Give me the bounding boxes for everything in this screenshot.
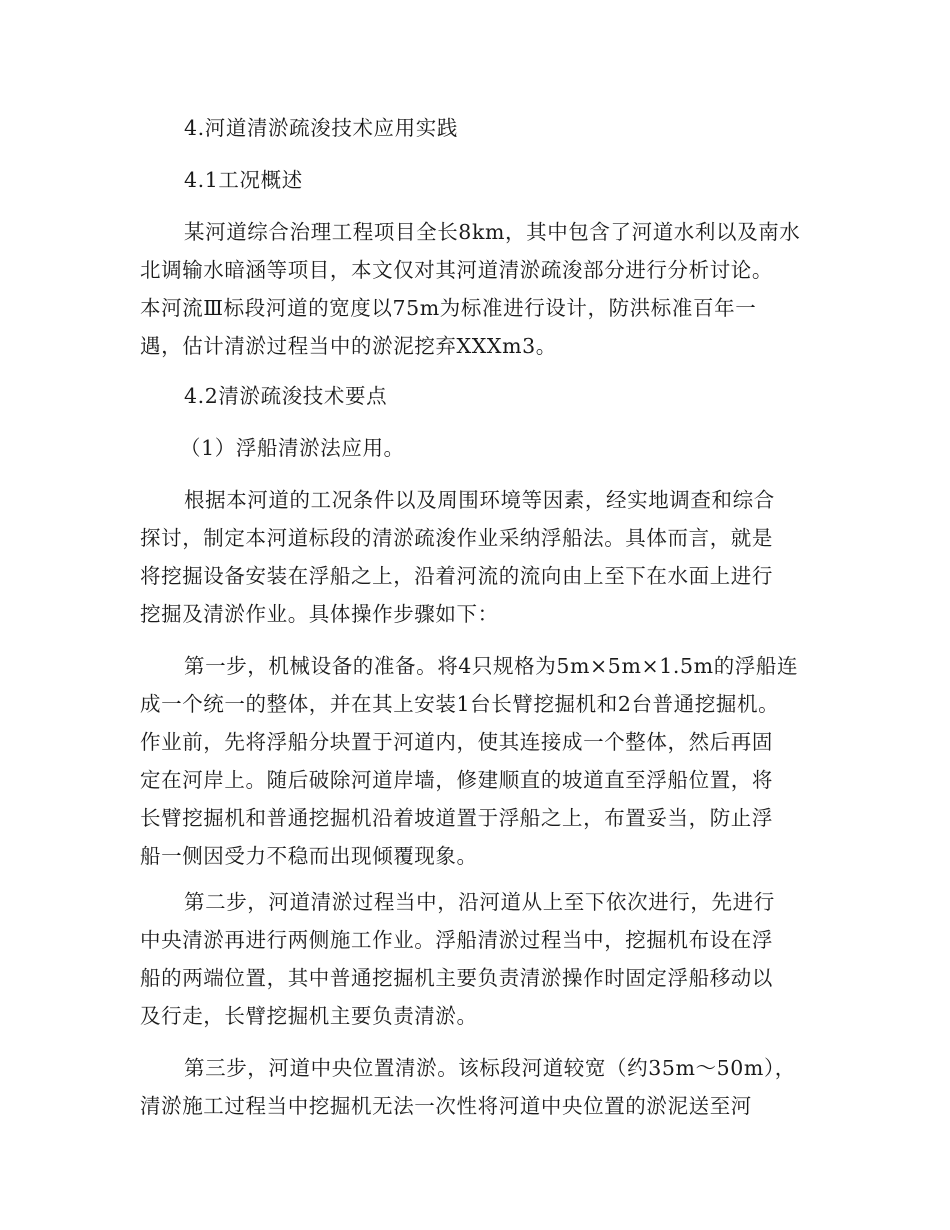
paragraph-line: 第三步，河道中央位置清淤。该标段河道较宽（约35m～50m），	[184, 1056, 796, 1080]
heading-section-4-1: 4.1工况概述	[184, 168, 303, 192]
paragraph-line: 探讨，制定本河道标段的清淤疏浚作业采纳浮船法。具体而言，就是	[140, 526, 773, 550]
paragraph-line: 船一侧因受力不稳而出现倾覆现象。	[140, 844, 478, 868]
paragraph-line: 清淤施工过程当中挖掘机无法一次性将河道中央位置的淤泥送至河	[140, 1094, 752, 1118]
paragraph-line: 第一步，机械设备的准备。将4只规格为5m×5m×1.5m的浮船连	[184, 654, 799, 678]
paragraph-line: 第二步，河道清淤过程当中，沿河道从上至下依次进行，先进行	[184, 890, 775, 914]
paragraph-line: 遇，估计清淤过程当中的淤泥挖弃XXXm3。	[140, 334, 557, 358]
heading-section-4: 4.河道清淤疏浚技术应用实践	[184, 116, 458, 140]
paragraph-line: 根据本河道的工况条件以及周围环境等因素，经实地调查和综合	[184, 488, 775, 512]
paragraph-line: 某河道综合治理工程项目全长8km，其中包含了河道水利以及南水	[184, 220, 801, 244]
paragraph-line: 本河流Ⅲ标段河道的宽度以75m为标准进行设计，防洪标准百年一	[140, 296, 757, 320]
paragraph-line: 船的两端位置，其中普通挖掘机主要负责清淤操作时固定浮船移动以	[140, 966, 773, 990]
paragraph-line: 成一个统一的整体，并在其上安装1台长臂挖掘机和2台普通挖掘机。	[140, 692, 780, 716]
paragraph-line: 定在河岸上。随后破除河道岸墙，修建顺直的坡道直至浮船位置，将	[140, 768, 773, 792]
paragraph-line: 及行走，长臂挖掘机主要负责清淤。	[140, 1004, 478, 1028]
paragraph-line: 将挖掘设备安装在浮船之上，沿着河流的流向由上至下在水面上进行	[140, 564, 773, 588]
paragraph-line: 挖掘及清淤作业。具体操作步骤如下：	[140, 602, 499, 626]
paragraph-line: 作业前，先将浮船分块置于河道内，使其连接成一个整体，然后再固	[140, 730, 773, 754]
paragraph-line: 北调输水暗涵等项目，本文仅对其河道清淤疏浚部分进行分析讨论。	[140, 258, 773, 282]
list-item-1: （1）浮船清淤法应用。	[180, 436, 405, 460]
paragraph-line: 长臂挖掘机和普通挖掘机沿着坡道置于浮船之上，布置妥当，防止浮	[140, 806, 773, 830]
paragraph-line: 中央清淤再进行两侧施工作业。浮船清淤过程当中，挖掘机布设在浮	[140, 928, 773, 952]
heading-section-4-2: 4.2清淤疏浚技术要点	[184, 384, 388, 408]
